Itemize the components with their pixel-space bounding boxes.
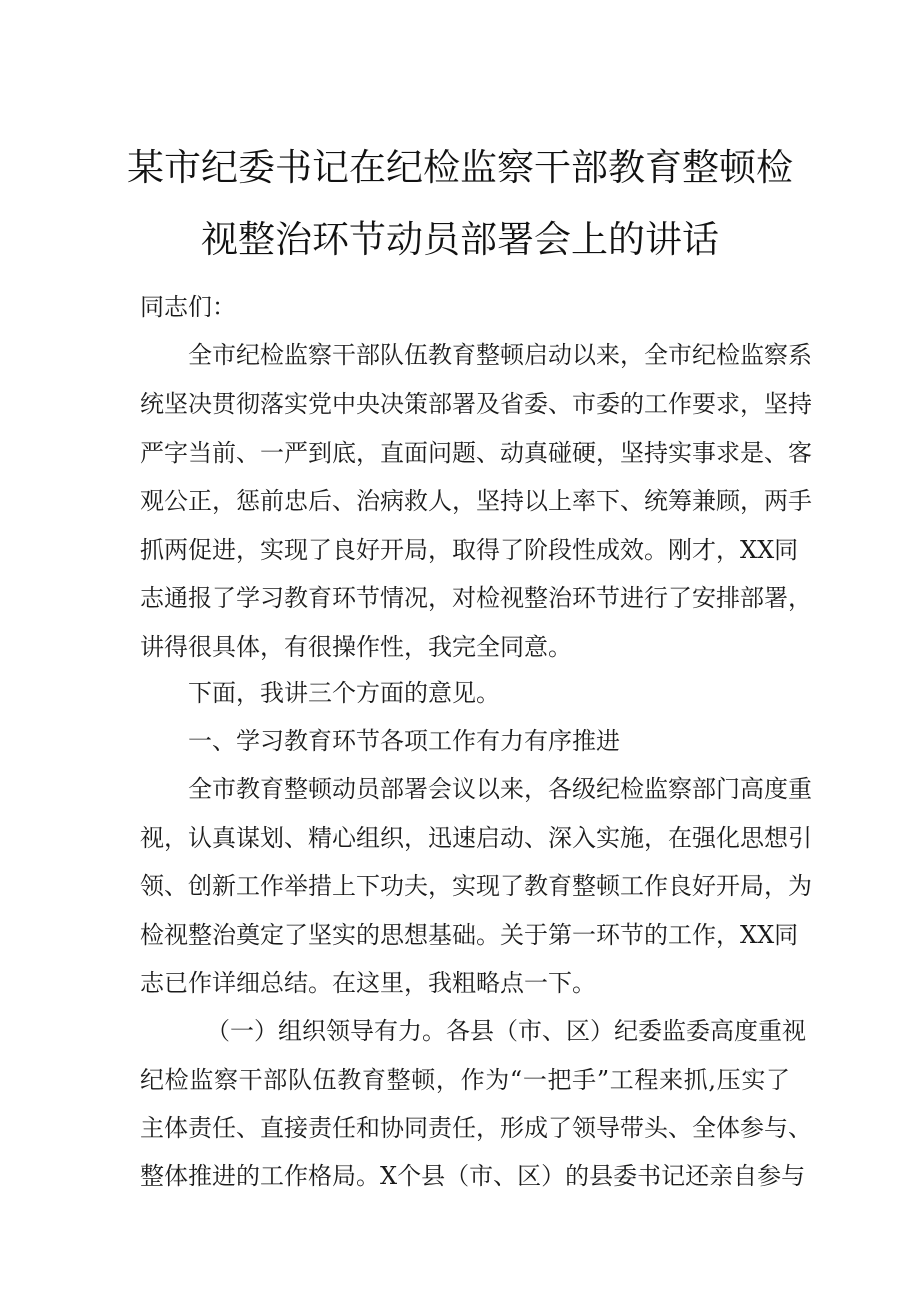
- paragraph-line: 全市教育整顿动员部署会议以来，各级纪检监察部门高度重: [188, 775, 812, 803]
- paragraph-line: 观公正，惩前忠后、治病救人，坚持以上率下、统筹兼顾，两手: [140, 487, 812, 515]
- paragraph-line: 检视整治奠定了坚实的思想基础。关于第一环节的工作，XX同: [140, 921, 799, 949]
- document-title-line-1: 某市纪委书记在纪检监察干部教育整顿检: [127, 146, 793, 189]
- paragraph-line: 主体责任、直接责任和协同责任，形成了领导带头、全体参与、: [140, 1114, 812, 1142]
- paragraph-line: 全市纪检监察干部队伍教育整顿启动以来，全市纪检监察系: [188, 341, 812, 369]
- paragraph-line: 严字当前、一严到底，直面问题、动真碰硬，坚持实事求是、客: [140, 439, 812, 467]
- paragraph-line: 讲得很具体，有很操作性，我完全同意。: [140, 633, 572, 661]
- paragraph-line: 志已作详细总结。在这里，我粗略点一下。: [140, 969, 596, 997]
- section-heading-1: 一、学习教育环节各项工作有力有序推进: [188, 727, 620, 755]
- paragraph-transition: 下面，我讲三个方面的意见。: [188, 679, 500, 707]
- paragraph-line: 志通报了学习教育环节情况，对检视整治环节进行了安排部署，: [140, 584, 812, 612]
- paragraph-line: 领、创新工作举措上下功夫，实现了教育整顿工作良好开局，为: [140, 872, 812, 900]
- paragraph-line: 视，认真谋划、精心组织，迅速启动、深入实施，在强化思想引: [140, 824, 812, 852]
- salutation: 同志们：: [140, 293, 236, 321]
- paragraph-line: 抓两促进，实现了良好开局，取得了阶段性成效。刚才，XX同: [140, 536, 799, 564]
- document-title-line-2: 视整治环节动员部署会上的讲话: [201, 218, 719, 261]
- paragraph-line: （一）组织领导有力。各县（市、区）纪委监委高度重视: [206, 1017, 806, 1045]
- paragraph-line: 统坚决贯彻落实党中央决策部署及省委、市委的工作要求，坚持: [140, 390, 812, 418]
- paragraph-line: 纪检监察干部队伍教育整顿，作为“一把手”工程来抓,压实了: [140, 1066, 790, 1094]
- paragraph-line: 整体推进的工作格局。X个县（市、区）的县委书记还亲自参与: [140, 1162, 806, 1190]
